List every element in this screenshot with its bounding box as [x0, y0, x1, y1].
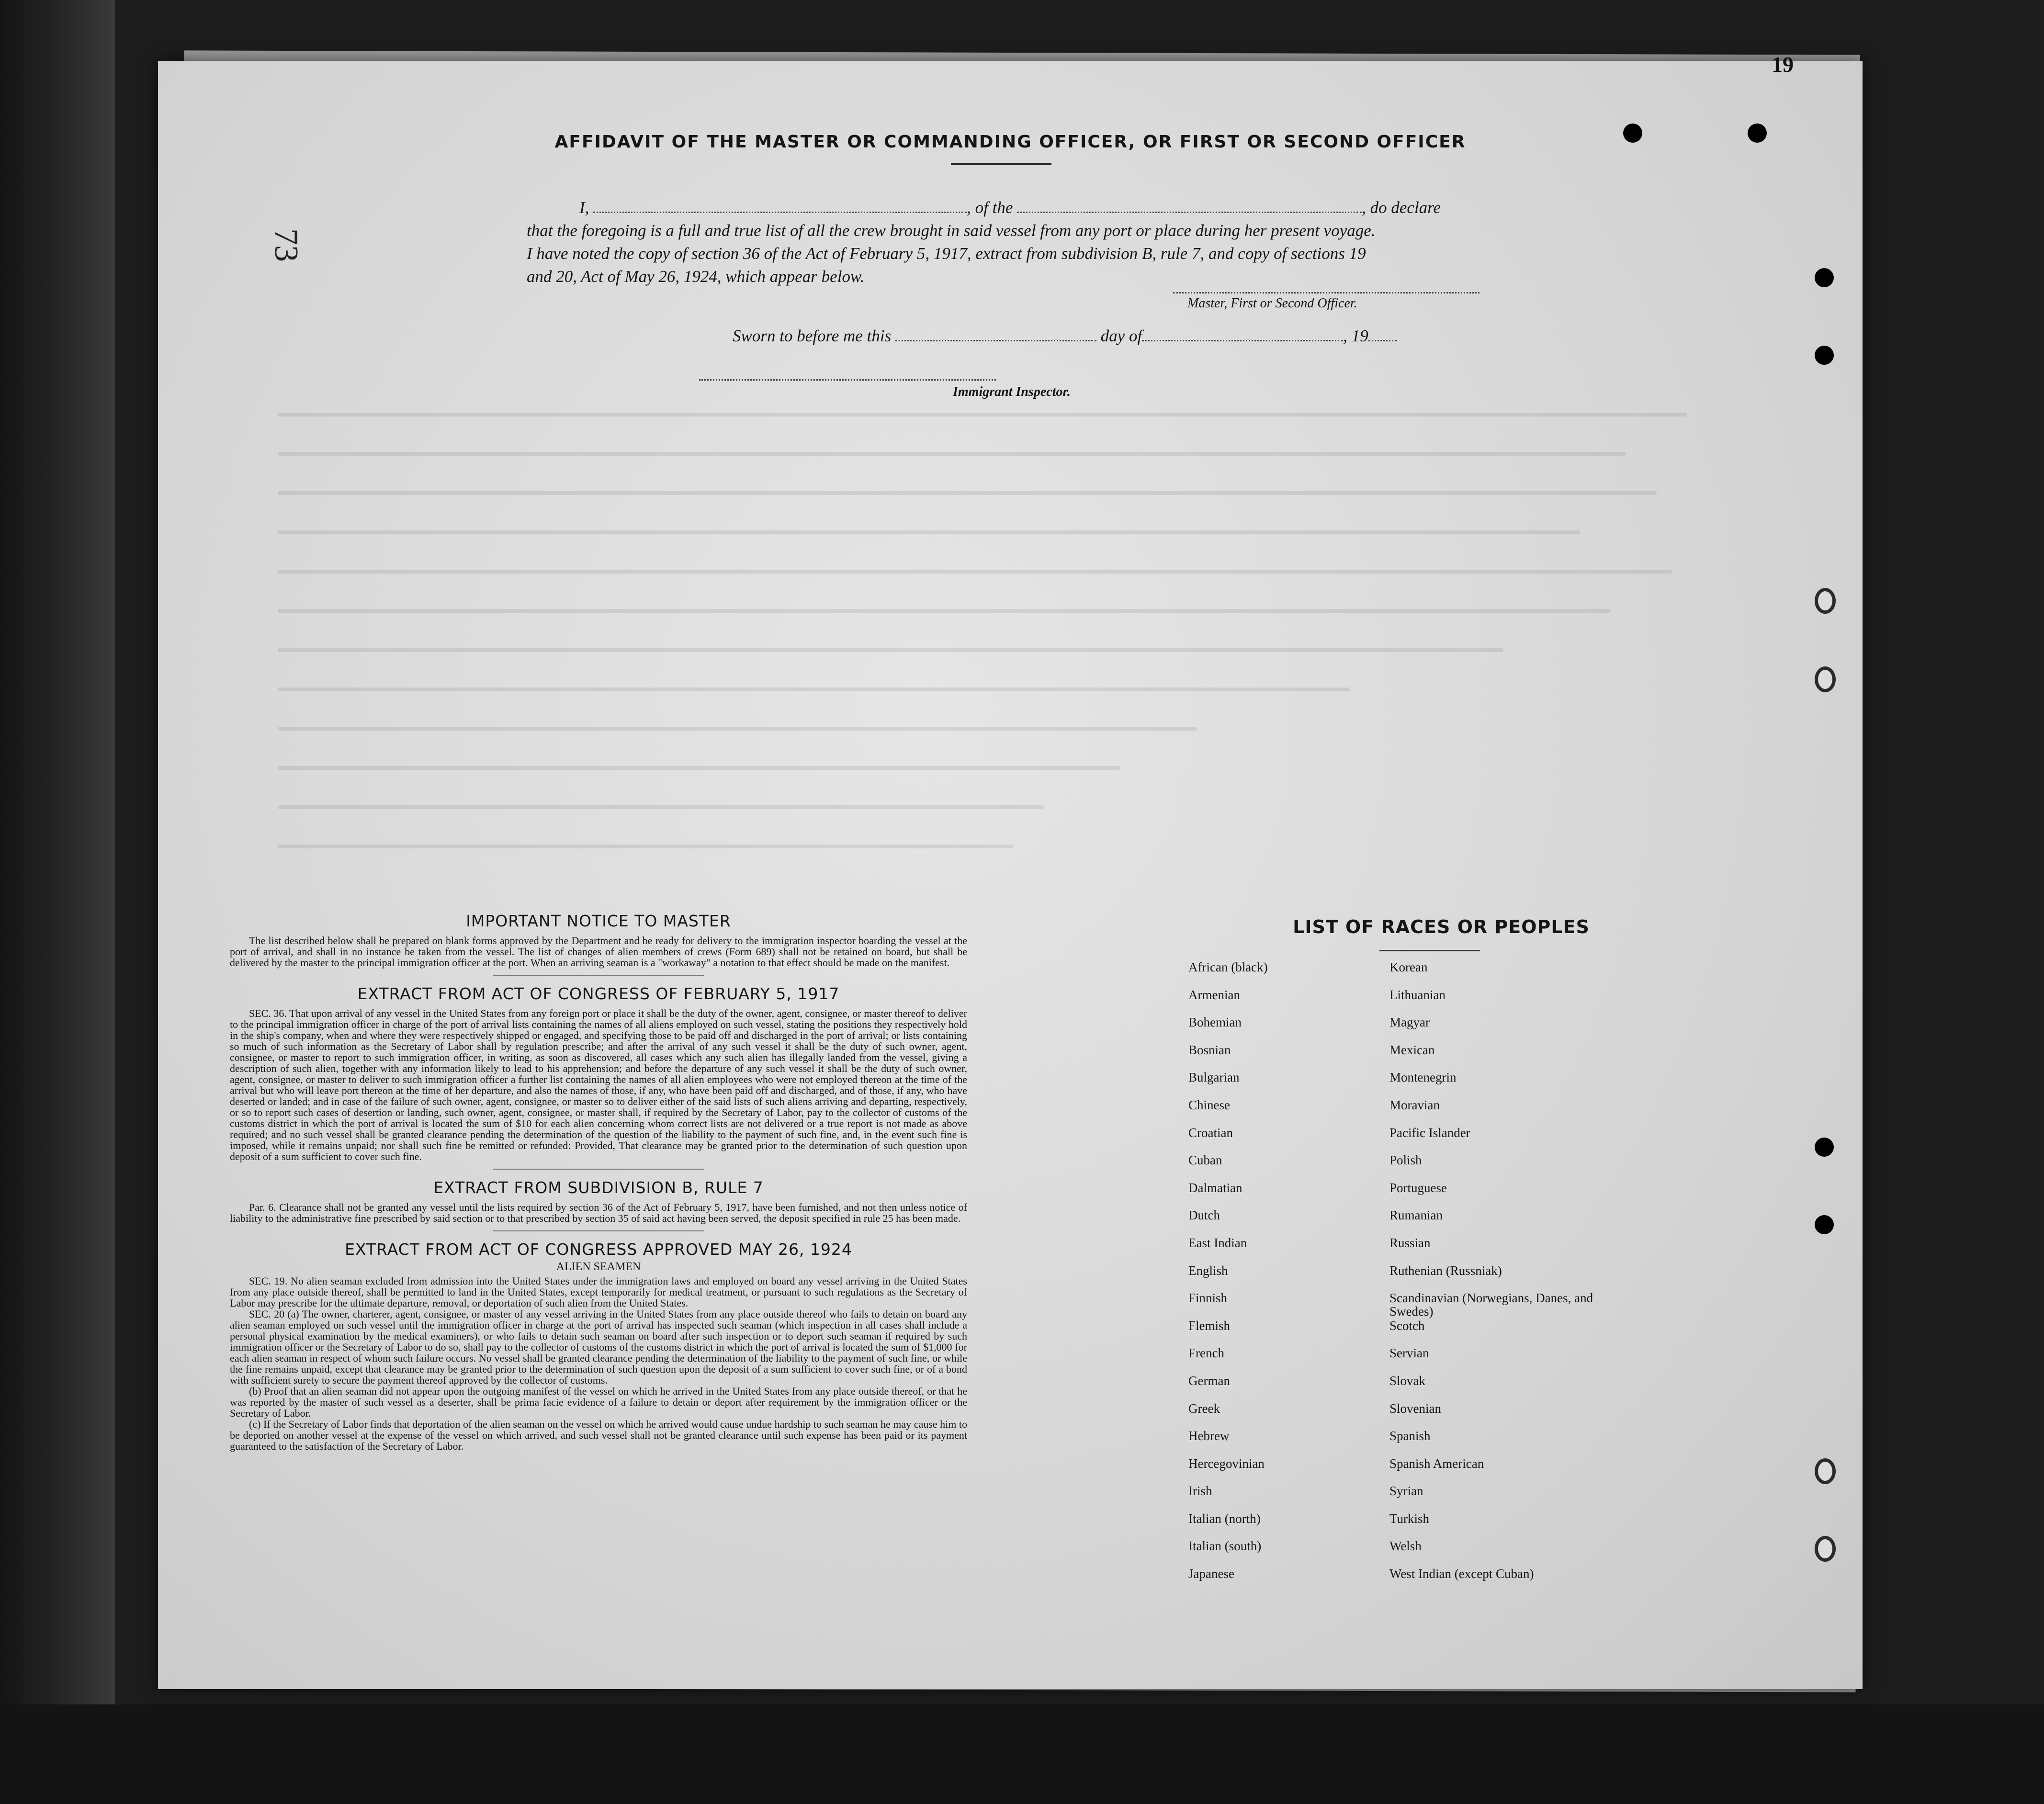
race-item: Bosnian [1188, 1042, 1231, 1057]
race-item: Flemish [1188, 1318, 1231, 1333]
race-item: African (black) [1188, 960, 1268, 974]
sec-20a-text: SEC. 20 (a) The owner, charterer, agent, consignee, or master of any vessel arriving in the United States from any place outside thereof who fails to detain on board any alien seaman employed on such vessel until the immigration officer in charge at the port of arrival has inspected such seaman (which inspection in all cases shall include a personal physical examination by the medical examiners), or who fails to detain such seaman on board after such inspection or to deport such seaman if required by such immigration officer or the Secretary of Labor to do so, shall pay to the collector of customs of the customs district in which the port of arrival is located the sum of $1,000 for each alien seaman in respect of whom such failure occurs. No vessel shall be granted clearance pending the determination of the liability to the payment of such fine, or while the fine remains unpaid, except that clearance may be granted prior to the determination of such question upon the deposit of a sum sufficient to cover such fine, or of a bond with sufficient surety to secure the payment thereof approved by the collector of customs. [230, 1308, 967, 1386]
punch-hole-ring-icon [1815, 1536, 1836, 1562]
race-item: Magyar [1389, 1015, 1430, 1030]
race-item: Scandinavian (Norwegians, Danes, and Swedes) [1389, 1291, 1593, 1319]
day-of-label: day of [1100, 327, 1142, 345]
officer-signature-field[interactable] [1173, 292, 1479, 293]
act-1924-title: EXTRACT FROM ACT OF CONGRESS APPROVED MAY 26, 1924 [345, 1240, 852, 1259]
affidavit-line: I have noted the copy of section 36 of the Act of February 5, 1917, extract from subdivision B, rule 7, and copy of sections 19 [527, 244, 1366, 263]
race-item: Croatian [1188, 1125, 1233, 1140]
legal-notices [230, 912, 967, 1452]
race-item: Hercegovinian [1188, 1456, 1265, 1471]
race-item: Korean [1389, 960, 1428, 974]
punch-hole-icon [1815, 1138, 1834, 1157]
declare-suffix: , do declare [1362, 198, 1441, 217]
act-1917-text: SEC. 36. That upon arrival of any vessel in the United States from any foreign port or place it shall be the duty of the owner, agent, consignee, or master thereof to deliver to the principal immigration officer in charge of the port of arrival lists containing the names of all aliens employed on such vessel, stating the positions they respectively hold in the ship's company, when and where they were respectively shipped or engaged, and specifying those to be paid off and discharged in the port of arrival; or lists containing so much of such information as the Secretary of Labor shall by regulation prescribe; and after the arrival of any such vessel it shall be the duty of such owner, agent, consignee, or master to report to such immigration officer, in writing, as soon as discovered, all cases which any such alien has illegally landed from the vessel, giving a description of such alien, together with any information likely to lead to his apprehension; and before the departure of any such vessel it shall be the duty of such owner, agent, consignee, or master to deliver to such immigration officer a further list containing the names of all alien employees who were not employed thereon at the time of the arrival but who will leave port thereon at the time of her departure, and also the names of those, if any, who have been paid off and discharged, and of those, if any, who have deserted or landed; and in case of the failure of such owner, agent, consignee, or master so to deliver either of the said lists of such aliens arriving and departing, respectively, or so to report such cases of desertion or landing, such owner, agent, consignee, or master shall, if required by the Secretary of Labor, pay to the collector of customs of the customs district in which the port of arrival is located the sum of $10 for each alien concerning whom correct lists are not delivered or a true report is not made as above required; and no such vessel shall be granted clearance pending the determination of the question of the liability to the payment of such fine, and, in the event such fine is imposed, while it remains unpaid; nor shall such fine be remitted or refunded: Provided, That clearance may be granted prior to the determination of such question upon deposit of a sum sufficient to cover such fine. [230, 1007, 967, 1162]
page-number: 19 [1772, 52, 1794, 77]
declarant-prefix: I, [579, 198, 589, 217]
inspector-label: Immigrant Inspector. [953, 384, 1071, 399]
race-item: Slovak [1389, 1373, 1426, 1388]
affidavit-title: AFFIDAVIT OF THE MASTER OR COMMANDING OFFICER, OR FIRST OR SECOND OFFICER [554, 132, 1466, 152]
race-item: Lithuanian [1389, 987, 1445, 1002]
rule-7-text: Par. 6. Clearance shall not be granted any vessel until the lists required by section 36 of the Act of February 5, 1917, have been furnished, and not then unless notice of liability to the administrative fine prescribed by said section or to that prescribed by section 35 of said act having been served, the deposit specified in rule 25 has been made. [230, 1201, 967, 1224]
race-item: Spanish American [1389, 1456, 1484, 1471]
race-item: Welsh [1389, 1539, 1422, 1554]
race-item: Finnish [1188, 1291, 1228, 1306]
act-1924-subtitle: ALIEN SEAMEN [556, 1261, 641, 1273]
affidavit-line: and 20, Act of May 26, 1924, which appear below. [527, 267, 865, 286]
notice-text: The list described below shall be prepared on blank forms approved by the Department and be ready for delivery to the immigration inspector boarding the vessel at the port of arrival, and shall in no instance be taken from the vessel. The list of changes of alien members of crews (Form 689) shall not be retained on board, but shall be delivered by the master to the principal immigration officer at the port. When an arriving seaman is a "workaway" a notation to that effect should be made on the manifest. [230, 935, 967, 969]
race-item: Bohemian [1188, 1015, 1242, 1030]
race-item: Scotch [1389, 1318, 1425, 1333]
race-item: Pacific Islander [1389, 1125, 1470, 1140]
punch-hole-ring-icon [1815, 666, 1836, 692]
punch-hole-icon [1815, 268, 1834, 287]
races-list [1188, 960, 1619, 1595]
declarant-name-field[interactable] [593, 197, 967, 213]
scan-background-bottom [0, 1704, 2044, 1804]
race-item: Moravian [1389, 1097, 1440, 1112]
divider [493, 975, 704, 976]
race-item: Rumanian [1389, 1208, 1443, 1223]
race-item: Turkish [1389, 1511, 1430, 1526]
race-item: Hebrew [1188, 1429, 1230, 1443]
affidavit-declaration-line [527, 196, 1637, 219]
year-label: , 19 [1343, 327, 1368, 345]
bleed-through-text [278, 377, 1810, 952]
document-page [158, 52, 1863, 1689]
sworn-year-field[interactable] [1368, 326, 1397, 341]
sworn-line [733, 326, 1397, 346]
race-item: Servian [1389, 1346, 1429, 1361]
race-item: German [1188, 1373, 1230, 1388]
title-rule [951, 163, 1051, 165]
race-item: French [1188, 1346, 1224, 1361]
sec-19-text: SEC. 19. No alien seaman excluded from admission into the United States under the immigration laws and employed on board any vessel arriving in the United States from any place outside thereof, shall be permitted to land in the United States, except temporarily for medical treatment, or pursuant to such regulations as the Secretary of Labor may prescribe for the ultimate departure, removal, or deportation of such alien from the United States. [230, 1275, 967, 1309]
affidavit-line: that the foregoing is a full and true list of all the crew brought in said vessel from any port or place during her present voyage. [527, 221, 1376, 240]
act-1917-title: EXTRACT FROM ACT OF CONGRESS OF FEBRUARY 5, 1917 [357, 984, 840, 1003]
scan-background-left [0, 0, 115, 1804]
sworn-month-field[interactable] [1142, 326, 1343, 341]
race-item: Dalmatian [1188, 1180, 1242, 1195]
vessel-name-field[interactable] [1017, 197, 1362, 213]
race-item: Italian (south) [1188, 1539, 1262, 1554]
margin-mark: 73 [268, 228, 305, 262]
races-title: LIST OF RACES OR PEOPLES [1293, 916, 1590, 937]
races-title-rule [1379, 950, 1480, 951]
race-item: Montenegrin [1389, 1070, 1457, 1085]
race-item: English [1188, 1263, 1228, 1278]
race-item: Dutch [1188, 1208, 1220, 1223]
race-item: Chinese [1188, 1097, 1230, 1112]
race-item: Japanese [1188, 1567, 1234, 1581]
race-item: Ruthenian (Russniak) [1389, 1263, 1502, 1278]
race-item: Polish [1389, 1153, 1422, 1168]
punch-hole-icon [1815, 346, 1834, 365]
race-item: Spanish [1389, 1429, 1431, 1443]
divider [493, 1169, 704, 1170]
race-item: Bulgarian [1188, 1070, 1240, 1085]
race-item: Slovenian [1389, 1401, 1441, 1416]
race-item: Irish [1188, 1484, 1212, 1499]
officer-label: Master, First or Second Officer. [1187, 296, 1357, 311]
sworn-label: Sworn to before me this [733, 327, 892, 345]
race-item: Portuguese [1389, 1180, 1447, 1195]
affidavit-text [527, 196, 1637, 288]
punch-hole-ring-icon [1815, 588, 1836, 614]
race-item: Cuban [1188, 1153, 1222, 1168]
vessel-prefix: , of the [967, 198, 1013, 217]
race-item: Mexican [1389, 1042, 1435, 1057]
race-item: Italian (north) [1188, 1511, 1261, 1526]
race-item: East Indian [1188, 1235, 1247, 1250]
race-item: West Indian (except Cuban) [1389, 1567, 1534, 1581]
rule-7-title: EXTRACT FROM SUBDIVISION B, RULE 7 [433, 1178, 764, 1197]
race-item: Russian [1389, 1235, 1431, 1250]
race-item: Greek [1188, 1401, 1220, 1416]
inspector-signature-field[interactable] [699, 379, 996, 381]
divider [493, 1230, 704, 1231]
sworn-day-field[interactable] [895, 326, 1096, 341]
sec-20c-text: (c) If the Secretary of Labor finds that deportation of the alien seaman on the vessel on which he arrived would cause undue hardship to such seaman he may cause him to be deported on another vessel at the expense of the vessel on which arrived, and such vessel shall not be granted clearance until such expense has been paid or its payment guaranteed to the satisfaction of the Secretary of Labor. [230, 1418, 967, 1452]
punch-hole-icon [1815, 1215, 1834, 1234]
sec-20b-text: (b) Proof that an alien seaman did not appear upon the outgoing manifest of the vessel on which he arrived in the United States from any place outside thereof, or that he was reported by the master of such vessel as a deserter, shall be prima facie evidence of a failure to detain or deport after requirement by the immigration officer or the Secretary of Labor. [230, 1385, 967, 1419]
punch-hole-ring-icon [1815, 1458, 1836, 1484]
notice-title: IMPORTANT NOTICE TO MASTER [466, 912, 731, 930]
race-item: Syrian [1389, 1484, 1423, 1499]
race-item: Armenian [1188, 987, 1240, 1002]
